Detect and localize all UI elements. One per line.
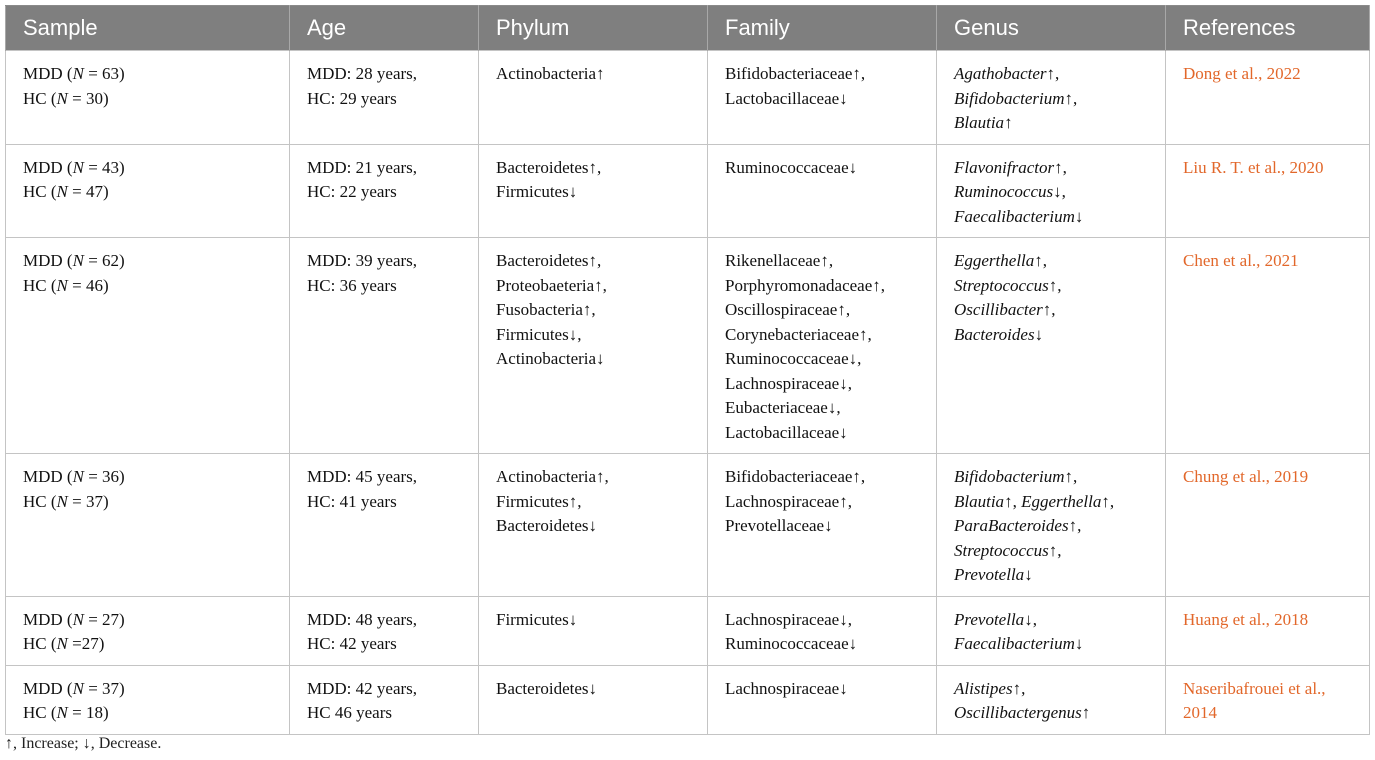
cell-family (708, 665, 937, 734)
cell-phylum (479, 238, 708, 454)
reference-link[interactable]: Huang et al., 2018 (1183, 609, 1309, 629)
genus-line (954, 180, 1157, 205)
cell-phylum (479, 51, 708, 145)
genus-trend: ↑ (1081, 703, 1091, 722)
family-line: Lactobacillaceae↓ (725, 422, 848, 442)
age-line: HC 46 years (307, 703, 392, 722)
sample-line: HC (N = 30) (23, 88, 109, 108)
header-genus: Genus (937, 6, 1166, 51)
genus-trend: ↑, (1101, 491, 1115, 511)
sample-line: MDD (N = 27) (23, 609, 125, 629)
genus-name: Oscillibacter (954, 300, 1043, 319)
age-line: MDD: 21 years, (307, 157, 418, 177)
table-header-row (6, 6, 1370, 51)
cell-genus (937, 51, 1166, 145)
phylum-line: Firmicutes↓, (496, 324, 582, 344)
family-line: Lachnospiraceae↓, (725, 373, 852, 393)
cell-sample (6, 596, 290, 665)
genus-name: Agathobacter (954, 64, 1047, 83)
genus-line (954, 62, 1157, 87)
age-line: MDD: 42 years, (307, 678, 418, 698)
phylum-line: Bacteroidetes↓ (496, 678, 598, 698)
cell-family (708, 144, 937, 238)
genus-name: Eggerthella (954, 251, 1035, 270)
reference-link[interactable]: Naseribafrouei et al., 2014 (1183, 678, 1326, 722)
family-line: Corynebacteriaceae↑, (725, 324, 872, 344)
genus-name: Bifidobacterium (954, 88, 1065, 108)
family-line: Lachnospiraceae↓, (725, 609, 852, 629)
header-phylum: Phylum (479, 6, 708, 51)
cell-sample (6, 51, 290, 145)
genus-name: Bacteroides (954, 324, 1035, 344)
genus-line (954, 205, 1157, 230)
family-line: Bifidobacteriaceae↑, (725, 64, 866, 83)
phylum-line: Firmicutes↓ (496, 609, 578, 629)
header-age: Age (290, 6, 479, 51)
table-row (6, 144, 1370, 238)
genus-name: Alistipes (954, 678, 1013, 698)
table-row (6, 454, 1370, 597)
family-line: Lachnospiraceae↑, (725, 491, 852, 511)
age-line: HC: 22 years (307, 182, 397, 201)
sample-line: MDD (N = 36) (23, 467, 125, 486)
table-row (6, 51, 1370, 145)
genus-trend: ↑, (1048, 540, 1062, 560)
sample-line: MDD (N = 37) (23, 678, 125, 698)
genus-name: Prevotella (954, 609, 1025, 629)
reference-link[interactable]: Chen et al., 2021 (1183, 251, 1299, 270)
cell-sample (6, 238, 290, 454)
genus-name: Bifidobacterium (954, 467, 1065, 486)
age-line: HC: 42 years (307, 634, 397, 653)
genus-name: Prevotella (954, 565, 1025, 584)
genus-trend: ↓, (1053, 182, 1066, 201)
genus-trend: ↑, (1012, 678, 1026, 698)
genus-line (954, 490, 1157, 515)
genus-name: Eggerthella (1021, 491, 1102, 511)
sample-line: HC (N =27) (23, 634, 105, 653)
genus-line (954, 514, 1157, 539)
reference-link[interactable]: Dong et al., 2022 (1183, 64, 1301, 83)
genus-line (954, 87, 1157, 112)
age-line: MDD: 39 years, (307, 251, 418, 270)
phylum-line: Actinobacteria↑, (496, 467, 609, 486)
cell-genus (937, 454, 1166, 597)
genus-trend: ↑, (1068, 516, 1082, 535)
sample-line: MDD (N = 62) (23, 251, 125, 270)
genus-name: ParaBacteroides (954, 516, 1069, 535)
age-line: HC: 36 years (307, 275, 397, 295)
phylum-line: Proteobaeteria↑, (496, 275, 607, 295)
genus-trend: ↑, (1004, 491, 1022, 511)
phylum-line: Actinobacteria↓ (496, 349, 605, 368)
cell-phylum (479, 144, 708, 238)
cell-family (708, 238, 937, 454)
cell-sample (6, 454, 290, 597)
phylum-line: Bacteroidetes↑, (496, 251, 602, 270)
cell-reference (1166, 596, 1370, 665)
genus-line (954, 465, 1157, 490)
genus-line (954, 608, 1157, 633)
cell-sample (6, 665, 290, 734)
cell-age (290, 596, 479, 665)
family-line: Ruminococcaceae↓, (725, 349, 862, 368)
sample-line: MDD (N = 63) (23, 64, 125, 83)
sample-line: MDD (N = 43) (23, 157, 125, 177)
genus-trend: ↓ (1034, 324, 1044, 344)
sample-line: HC (N = 46) (23, 275, 109, 295)
phylum-line: Bacteroidetes↑, (496, 157, 602, 177)
phylum-line: Firmicutes↓ (496, 182, 578, 201)
genus-trend: ↑, (1064, 88, 1078, 108)
microbiota-table (5, 5, 1370, 735)
genus-trend: ↓ (1074, 634, 1084, 653)
table-row (6, 238, 1370, 454)
family-line: Prevotellaceae↓ (725, 516, 833, 535)
genus-line (954, 677, 1157, 702)
family-line: Oscillospiraceae↑, (725, 300, 851, 319)
cell-reference (1166, 665, 1370, 734)
table-body (6, 51, 1370, 735)
cell-genus (937, 665, 1166, 734)
age-line: MDD: 45 years, (307, 467, 418, 486)
cell-family (708, 596, 937, 665)
genus-trend: ↑, (1046, 64, 1060, 83)
genus-trend: ↑, (1054, 157, 1067, 177)
cell-age (290, 454, 479, 597)
genus-trend: ↓, (1024, 609, 1037, 629)
genus-line (954, 323, 1157, 348)
phylum-line: Firmicutes↑, (496, 491, 582, 511)
reference-link[interactable]: Liu R. T. et al., 2020 (1183, 157, 1324, 177)
genus-name: Blautia (954, 113, 1005, 132)
family-line: Ruminococcaceae↓ (725, 157, 858, 177)
phylum-line: Fusobacteria↑, (496, 300, 596, 319)
cell-age (290, 665, 479, 734)
cell-reference (1166, 144, 1370, 238)
family-line: Eubacteriaceae↓, (725, 398, 841, 417)
age-line: HC: 29 years (307, 88, 397, 108)
cell-genus (937, 596, 1166, 665)
cell-age (290, 51, 479, 145)
cell-family (708, 51, 937, 145)
sample-line: HC (N = 37) (23, 491, 109, 511)
genus-name: Oscillibactergenus (954, 703, 1082, 722)
header-family: Family (708, 6, 937, 51)
genus-line (954, 632, 1157, 657)
family-line: Porphyromonadaceae↑, (725, 275, 886, 295)
genus-line (954, 539, 1157, 564)
table-row (6, 596, 1370, 665)
genus-trend: ↓ (1024, 565, 1033, 584)
genus-trend: ↑, (1042, 300, 1056, 319)
cell-genus (937, 238, 1166, 454)
family-line: Ruminococcaceae↓ (725, 634, 858, 653)
genus-trend: ↓ (1074, 206, 1084, 226)
genus-trend: ↑, (1048, 275, 1062, 295)
table-row (6, 665, 1370, 734)
header-sample: Sample (6, 6, 290, 51)
genus-trend: ↑ (1004, 113, 1013, 132)
genus-name: Flavonifractor (954, 157, 1055, 177)
genus-line (954, 249, 1157, 274)
phylum-line: Bacteroidetes↓ (496, 516, 598, 535)
genus-line (954, 701, 1157, 726)
age-line: MDD: 48 years, (307, 609, 418, 629)
cell-family (708, 454, 937, 597)
cell-sample (6, 144, 290, 238)
genus-trend: ↑, (1064, 467, 1078, 486)
cell-phylum (479, 596, 708, 665)
cell-reference (1166, 454, 1370, 597)
family-line: Lachnospiraceae↓ (725, 678, 848, 698)
cell-age (290, 144, 479, 238)
reference-link[interactable]: Chung et al., 2019 (1183, 467, 1309, 486)
cell-reference (1166, 51, 1370, 145)
phylum-line: Actinobacteria↑ (496, 64, 605, 83)
genus-line (954, 298, 1157, 323)
age-line: HC: 41 years (307, 491, 397, 511)
sample-line: HC (N = 47) (23, 182, 109, 201)
genus-name: Streptococcus (954, 540, 1049, 560)
cell-genus (937, 144, 1166, 238)
cell-phylum (479, 665, 708, 734)
genus-name: Faecalibacterium (954, 206, 1075, 226)
family-line: Rikenellaceae↑, (725, 251, 834, 270)
family-line: Bifidobacteriaceae↑, (725, 467, 866, 486)
cell-reference (1166, 238, 1370, 454)
genus-name: Faecalibacterium (954, 634, 1075, 653)
genus-line (954, 111, 1157, 136)
genus-name: Ruminococcus (954, 182, 1054, 201)
genus-name: Streptococcus (954, 275, 1049, 295)
family-line: Lactobacillaceae↓ (725, 88, 848, 108)
genus-line (954, 156, 1157, 181)
age-line: MDD: 28 years, (307, 64, 418, 83)
sample-line: HC (N = 18) (23, 703, 109, 722)
genus-line (954, 274, 1157, 299)
genus-line (954, 563, 1157, 588)
genus-trend: ↑, (1034, 251, 1048, 270)
cell-age (290, 238, 479, 454)
genus-name: Blautia (954, 491, 1005, 511)
table-footnote: ↑, Increase; ↓, Decrease. (5, 735, 162, 752)
cell-phylum (479, 454, 708, 597)
header-references: References (1166, 6, 1370, 51)
